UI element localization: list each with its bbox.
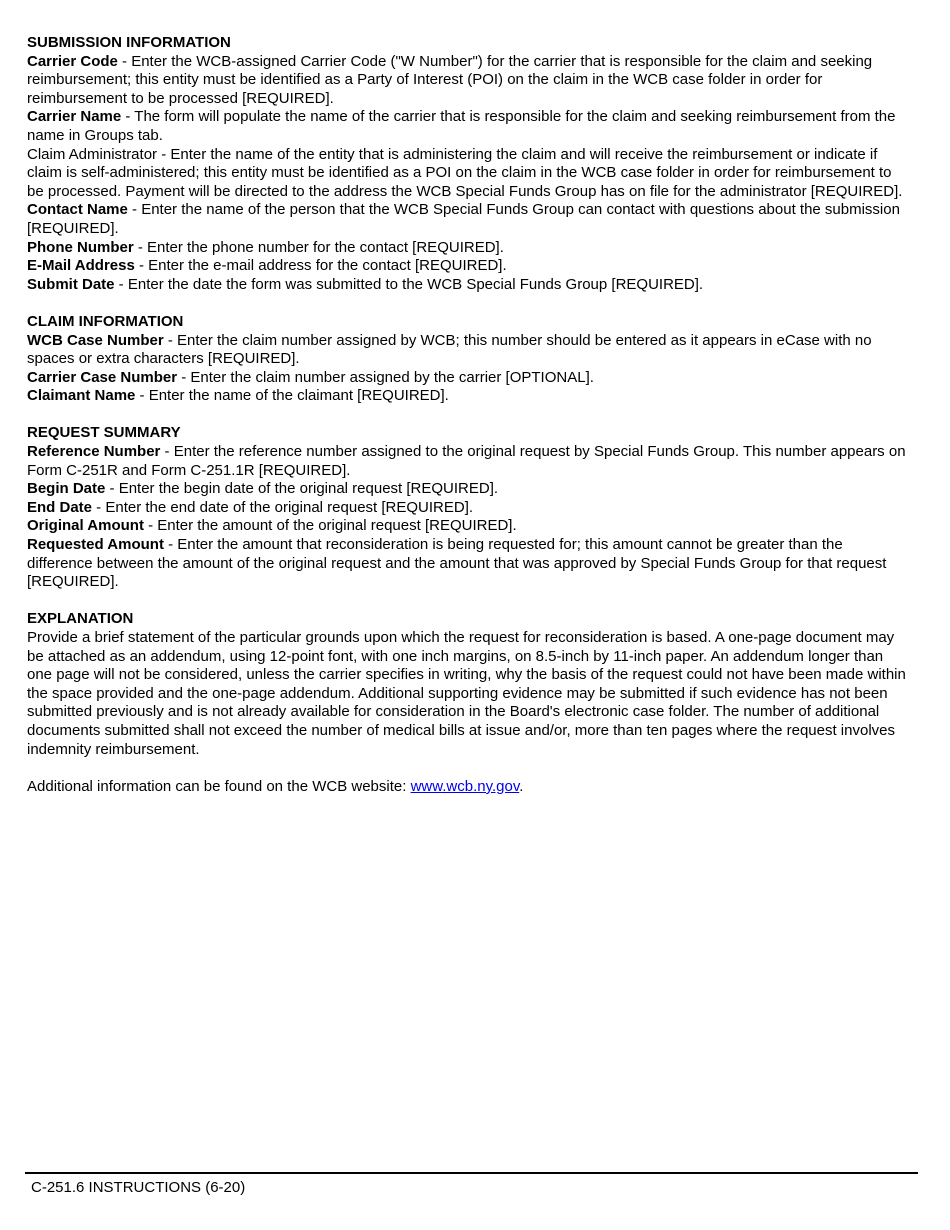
entry-term: Original Amount — [27, 517, 144, 535]
begin-date-entry — [27, 480, 907, 499]
request-heading: REQUEST SUMMARY — [27, 424, 181, 442]
entry-description: - Enter the reference number assigned to the original request by Special Funds Group. This number appears on Form C-251R and Form C-251.1R [REQUIRED]. — [27, 443, 906, 479]
entry-term: Phone Number — [27, 238, 134, 256]
entry-description: - Enter the name of the claimant [REQUIRED]. — [135, 387, 449, 405]
wcb-case-number-entry — [27, 332, 907, 369]
explanation-section — [27, 610, 907, 759]
claimant-name-entry — [27, 387, 907, 406]
entry-term: E-Mail Address — [27, 257, 135, 275]
explanation-heading: EXPLANATION — [27, 610, 134, 628]
email-address-entry — [27, 257, 907, 276]
entry-description: - The form will populate the name of the carrier that is responsible for the claim and seeking reimbursement from the name in Groups tab. — [27, 108, 896, 144]
entry-description: - Enter the claim number assigned by WCB; this number should be entered as it appears in eCase with no spaces or extra characters [REQUIRED]. — [27, 331, 872, 368]
entry-term: Carrier Case Number — [27, 368, 178, 386]
end-date-entry — [27, 499, 907, 518]
submission-section — [27, 34, 907, 294]
entry-description: - Enter the date the form was submitted to the WCB Special Funds Group [REQUIRED]. — [114, 275, 704, 293]
additional-info-prefix: Additional information can be found on the WCB website: — [27, 777, 411, 795]
entry-description: Claim Administrator - Enter the name of the entity that is administering the claim and will receive the reimbursement or indicate if claim is self-administered; this entity must be identified as a POI on the claim in the WCB case folder in order for reimbursement to be processed. Payment will be directed to the address the WCB Special Funds Group has on file for the administrator [REQUIRED]. — [27, 145, 903, 200]
footer-divider — [25, 1172, 918, 1174]
entry-description: - Enter the end date of the original request [REQUIRED]. — [92, 498, 474, 516]
original-amount-entry — [27, 517, 907, 536]
claim-section — [27, 313, 907, 406]
submission-heading: SUBMISSION INFORMATION — [27, 34, 231, 51]
entry-term: Carrier Name — [27, 108, 122, 126]
entry-description: - Enter the claim number assigned by the carrier [OPTIONAL]. — [177, 368, 594, 386]
entry-term: Requested Amount — [27, 536, 164, 554]
entry-description: - Enter the amount that reconsideration is being requested for; this amount cannot be greater than the difference between the amount of the original request and the amount that was approved by Special Funds Group for that request [REQUIRED]. — [27, 536, 887, 591]
instructions-content — [27, 34, 907, 815]
reference-number-entry — [27, 443, 907, 480]
entry-description: - Enter the amount of the original request [REQUIRED]. — [143, 517, 517, 535]
additional-info-suffix: . — [519, 777, 524, 795]
entry-description: - Enter the name of the person that the WCB Special Funds Group can contact with questions about the submission [REQUIRED]. — [27, 201, 900, 237]
entry-description: - Enter the e-mail address for the contact [REQUIRED]. — [134, 257, 507, 275]
entry-description: - Enter the begin date of the original request [REQUIRED]. — [105, 480, 499, 498]
carrier-case-number-entry — [27, 369, 907, 388]
entry-description: - Enter the WCB-assigned Carrier Code ("W Number") for the carrier that is responsible for the claim and seeking reimbursement; this entity must be identified as a Party of Interest (POI) on the claim in the WCB case folder in order for reimbursement to be processed [REQUIRED]. — [27, 52, 873, 107]
entry-term: Claimant Name — [27, 387, 136, 405]
request-section — [27, 424, 907, 591]
requested-amount-entry — [27, 536, 907, 592]
phone-number-entry — [27, 239, 907, 258]
entry-term: Reference Number — [27, 443, 161, 461]
additional-info — [27, 778, 907, 797]
form-label: C-251.6 INSTRUCTIONS (6-20) — [31, 1179, 246, 1196]
carrier-code-entry — [27, 53, 907, 109]
entry-description: - Enter the phone number for the contact [REQUIRED]. — [133, 238, 504, 256]
entry-term: WCB Case Number — [27, 331, 164, 349]
claim-heading: CLAIM INFORMATION — [27, 312, 184, 330]
claim-administrator-entry — [27, 146, 907, 202]
contact-name-entry — [27, 201, 907, 238]
entry-term: Begin Date — [27, 480, 106, 498]
entry-term: Carrier Code — [27, 52, 118, 70]
entry-term: Contact Name — [27, 201, 128, 219]
entry-term: End Date — [27, 498, 93, 516]
explanation-body: Provide a brief statement of the particular grounds upon which the request for reconsideration is based. A one-page document may be attached as an addendum, using 12-point font, with one inch margins, on 8.5-inch by 11-inch paper. An addendum longer than one page will not be considered, unless the carrier specifies in writing, why the basis of the request could not have been made within the space provided and the one-page addendum. Additional supporting evidence may be submitted if such evidence has not been submitted previously and is not already available for consideration in the Board's electronic case folder. The number of additional documents submitted shall not exceed the number of medical bills at issue and/or, more than ten pages where the request involves indemnity reimbursement. — [27, 629, 906, 758]
carrier-name-entry — [27, 108, 907, 145]
entry-term: Submit Date — [27, 275, 115, 293]
submit-date-entry — [27, 276, 907, 295]
wcb-website-link[interactable]: www.wcb.ny.gov — [410, 777, 520, 795]
